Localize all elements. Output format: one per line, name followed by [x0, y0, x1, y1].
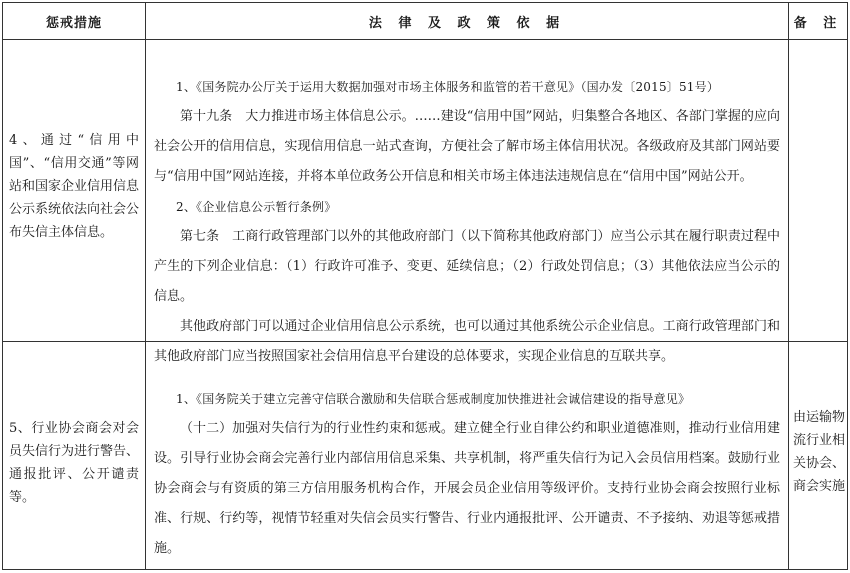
document-title: 1、《国务院关于建立完善守信联合激励和失信联合惩戒制度加快推进社会诚信建设的指导意见》	[176, 392, 691, 406]
clause-text: （十二）加强对失信行为的行业性约束和惩戒。建立健全行业自律公约和职业道德准则，推动行业信用建设。引导行业协会商会完善行业内部信用信息采集、共享机制，将严重失信行为记入会员信用档案。鼓励行业协会商会与有资质的第三方信用服务机构合作，开展会员企业信用等级评价。支持行业协会商会按照行业标准、行规、行约等，视情节轻重对失信会员实行警告、行业内通报批评、公开谴责、不予接纳、劝退等惩戒措施。	[154, 421, 780, 556]
header-notes: 备 注	[793, 15, 843, 31]
policy-table	[2, 2, 848, 570]
document-title: 1、《国务院办公厅关于运用大数据加强对市场主体服务和监管的若干意见》（国办发〔2015〕51号）	[176, 80, 720, 94]
measure-cell-row-4: 4、通过“信用中国”、“信用交通”等网站和国家企业信用信息公示系统依法向社会公布失信主体信息。	[9, 133, 140, 240]
notes-cell-row-5: 由运输物流行业相关协会、商会实施	[793, 410, 846, 494]
header-legal-basis: 法 律 及 政 策 依 据	[368, 15, 566, 31]
row-divider	[3, 39, 847, 40]
legal-basis-cell-row-5	[146, 384, 788, 564]
clause-text: 第十九条 大力推进市场主体信息公示。……建设“信用中国”网站，归集整合各地区、各部门掌握的应向社会公开的信用信息，实现信用信息一站式查询，方便社会了解市场主体信用状况。各级政府及其部门网站要与“信用中国”网站连接，并将本单位政务公开信息和相关市场主体违法违规信息在“信用中国”网站公开。	[154, 109, 780, 184]
legal-basis-cell-row-4	[146, 72, 788, 372]
clause-text: 第七条 工商行政管理部门以外的其他政府部门（以下简称其他政府部门）应当公示其在履行职责过程中产生的下列企业信息：（1）行政许可准予、变更、延续信息；（2）行政处罚信息；（3）其他依法应当公示的信息。	[154, 229, 780, 304]
document-title: 2、《企业信息公示暂行条例》	[176, 200, 337, 214]
clause-text: 其他政府部门可以通过企业信用信息公示系统，也可以通过其他系统公示企业信息。工商行政管理部门和其他政府部门应当按照国家社会信用信息平台建设的总体要求，实现企业信息的互联共享。	[154, 319, 780, 364]
header-measures: 惩戒措施	[45, 15, 102, 31]
measure-cell-row-5: 5、行业协会商会对会员失信行为进行警告、通报批评、公开谴责等。	[9, 421, 140, 505]
